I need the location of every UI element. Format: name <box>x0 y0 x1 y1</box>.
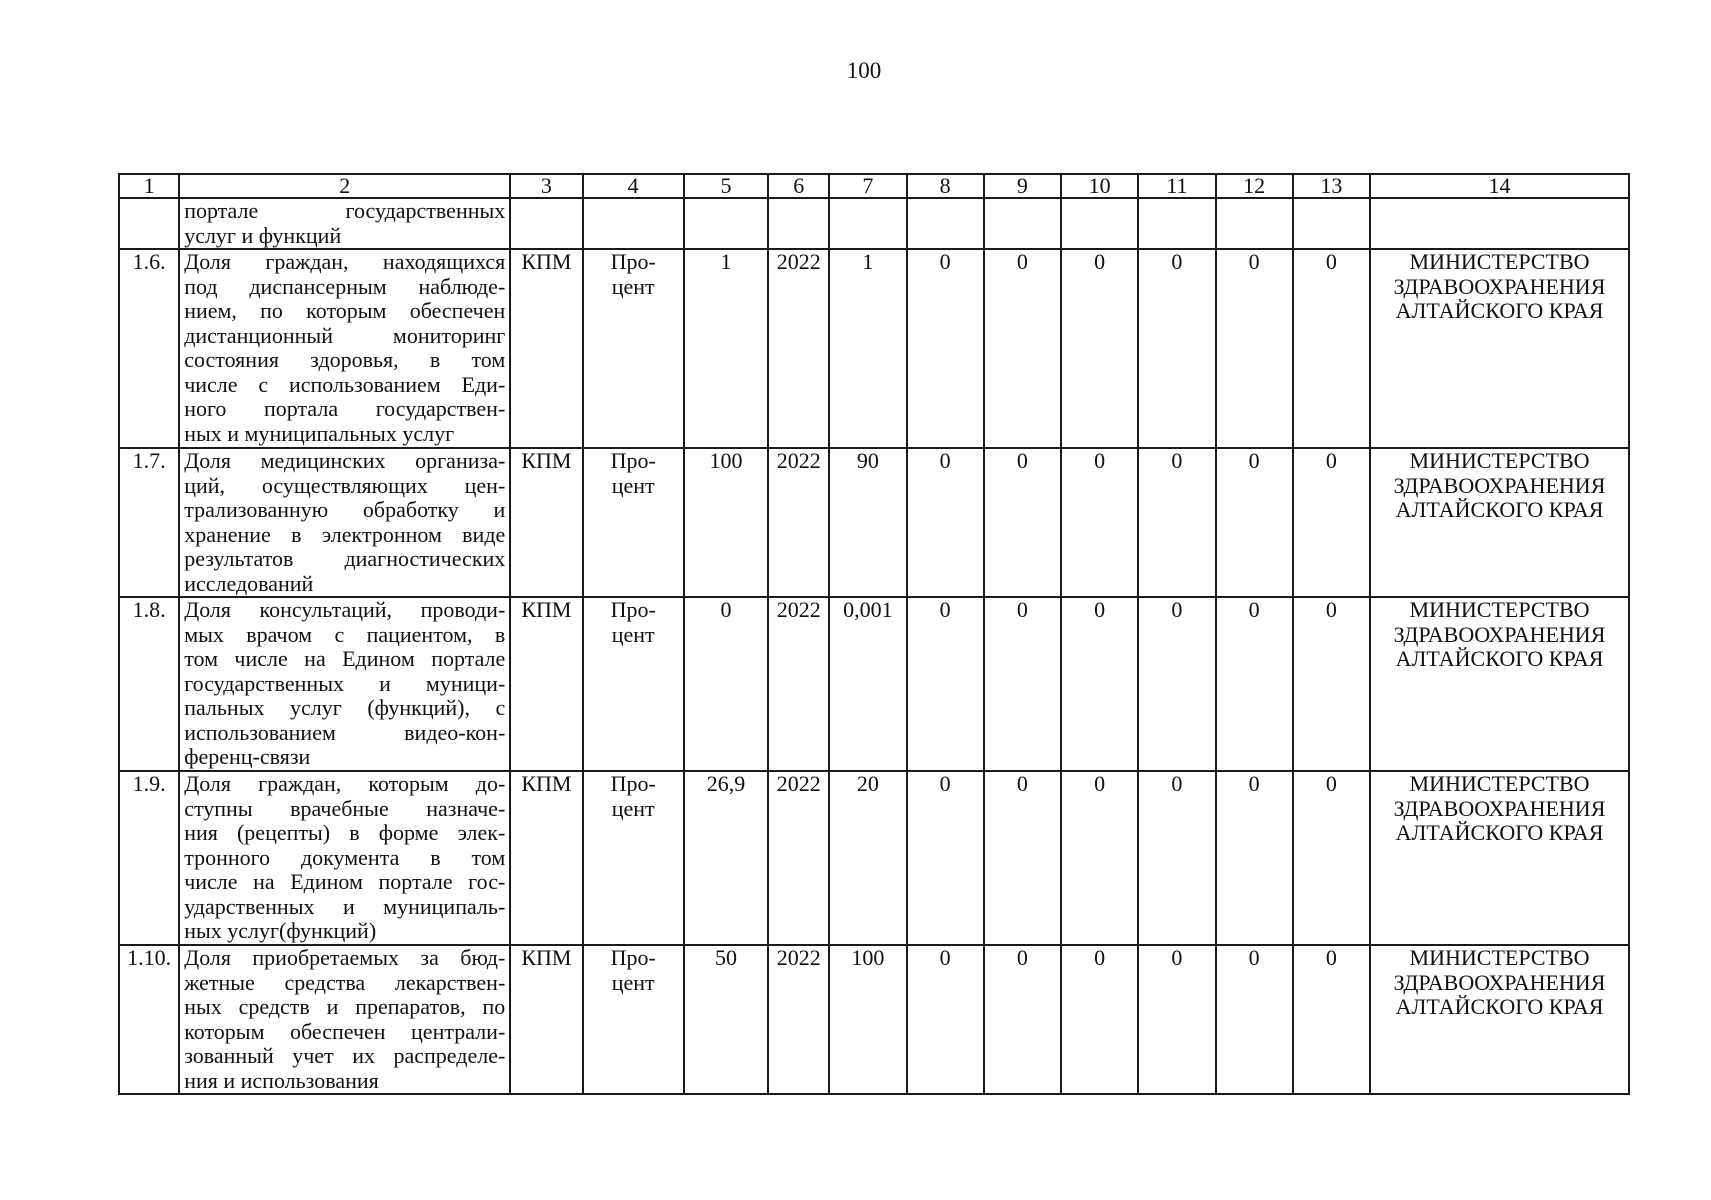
value-c7: 0,001 <box>829 597 906 771</box>
value-c5: 100 <box>684 448 768 597</box>
value-c12: 0 <box>1216 448 1293 597</box>
responsible-body: МИНИСТЕРСТВО ЗДРАВООХРАНЕНИЯ АЛТАЙСКОГО КРАЯ <box>1370 597 1629 771</box>
table-row-continued <box>119 198 1629 249</box>
indicator-type: КПМ <box>510 945 582 1094</box>
row-number: 1.10. <box>119 945 179 1094</box>
value-c10: 0 <box>1061 945 1138 1094</box>
column-header-9: 9 <box>984 174 1061 198</box>
value-c11: 0 <box>1138 771 1215 945</box>
value-c8: 0 <box>907 448 984 597</box>
value-c12: 0 <box>1216 597 1293 771</box>
indicator-name-line: числе с использованием Еди- <box>184 371 506 397</box>
value-c8: 0 <box>907 945 984 1094</box>
value-c13: 0 <box>1293 771 1370 945</box>
indicator-name-line: числе на Едином портале гос- <box>184 869 506 894</box>
table-row <box>119 945 1629 1094</box>
table-row <box>119 249 1629 448</box>
indicator-type: КПМ <box>510 249 582 448</box>
value-c5: 1 <box>684 249 768 448</box>
value-c9: 0 <box>984 448 1061 597</box>
unit-line: цент <box>611 273 655 299</box>
column-header-8: 8 <box>907 174 984 198</box>
row-number: 1.9. <box>119 771 179 945</box>
indicator-name-line: Доля граждан, которым до- <box>184 771 506 796</box>
value-c6: 2022 <box>768 249 829 448</box>
row-number: 1.7. <box>119 448 179 597</box>
unit <box>583 249 684 448</box>
table-row <box>119 771 1629 945</box>
value-c12: 0 <box>1216 771 1293 945</box>
indicator-name-line: ступны врачебные назначе- <box>184 795 506 821</box>
page-number: 100 <box>846 58 882 83</box>
value-c6: 2022 <box>768 448 829 597</box>
indicator-type: КПМ <box>510 771 582 945</box>
indicator-name-line: мых врачом с пациентом, в <box>184 621 506 647</box>
indicator-name-line: жетные средства лекарствен- <box>184 969 506 995</box>
value-c8: 0 <box>907 249 984 448</box>
value-c13: 0 <box>1293 945 1370 1094</box>
unit-line: Про- <box>610 771 656 796</box>
unit-line: Про- <box>610 448 656 473</box>
value-c11: 0 <box>1138 597 1215 771</box>
indicator-name-line: ния (рецепты) в форме элек- <box>184 820 506 845</box>
indicator-name-line: Доля граждан, находящихся <box>184 249 506 274</box>
responsible-body: МИНИСТЕРСТВО ЗДРАВООХРАНЕНИЯ АЛТАЙСКОГО КРАЯ <box>1370 945 1629 1094</box>
indicators-table <box>118 173 1630 1095</box>
indicator-name <box>179 448 510 597</box>
value-c5: 26,9 <box>684 771 768 945</box>
column-header-5: 5 <box>684 174 768 198</box>
value-c7: 100 <box>829 945 906 1094</box>
indicator-name-line: под диспансерным наблюде- <box>184 273 506 299</box>
indicator-name <box>179 249 510 448</box>
value-c10: 0 <box>1061 771 1138 945</box>
indicator-name <box>179 771 510 945</box>
indicator-name-line: нием, по которым обеспечен <box>184 298 506 323</box>
responsible-body: МИНИСТЕРСТВО ЗДРАВООХРАНЕНИЯ АЛТАЙСКОГО КРАЯ <box>1370 771 1629 945</box>
value-c5: 50 <box>684 945 768 1094</box>
unit <box>583 771 684 945</box>
column-header-1: 1 <box>119 174 179 198</box>
indicator-name-line: использованием видео-кон- <box>184 719 506 745</box>
unit-line: цент <box>611 795 655 821</box>
value-c5: 0 <box>684 597 768 771</box>
responsible-body: МИНИСТЕРСТВО ЗДРАВООХРАНЕНИЯ АЛТАЙСКОГО КРАЯ <box>1370 249 1629 448</box>
value-c7: 20 <box>829 771 906 945</box>
indicator-name-line: Доля приобретаемых за бюд- <box>184 945 506 970</box>
indicator-name <box>179 198 510 249</box>
indicator-name-line: результатов диагностических <box>184 546 506 571</box>
row-number <box>119 198 179 249</box>
indicator-name-line: исследований <box>184 570 314 596</box>
indicator-name-line: трализованную обработку и <box>184 497 506 522</box>
unit <box>583 597 684 771</box>
value-c12: 0 <box>1216 249 1293 448</box>
indicator-name-line: состояния здоровья, в том <box>184 347 506 372</box>
column-header-4: 4 <box>583 174 684 198</box>
indicator-name-line: ния и использования <box>184 1067 379 1093</box>
unit <box>583 945 684 1094</box>
indicator-name-line: портале государственных <box>184 198 506 223</box>
column-header-2: 2 <box>179 174 510 198</box>
value-c13: 0 <box>1293 249 1370 448</box>
value-c9: 0 <box>984 945 1061 1094</box>
column-header-13: 13 <box>1293 174 1370 198</box>
value-c11: 0 <box>1138 448 1215 597</box>
value-c7: 90 <box>829 448 906 597</box>
value-c8: 0 <box>907 771 984 945</box>
table-row <box>119 597 1629 771</box>
unit-line: цент <box>611 621 655 647</box>
indicator-name <box>179 945 510 1094</box>
indicator-name-line: которым обеспечен централи- <box>184 1018 506 1044</box>
column-header-10: 10 <box>1061 174 1138 198</box>
value-c10: 0 <box>1061 448 1138 597</box>
value-c10: 0 <box>1061 597 1138 771</box>
unit-line: Про- <box>610 249 656 274</box>
indicator-name-line: ных и муниципальных услуг <box>184 420 455 446</box>
value-c11: 0 <box>1138 945 1215 1094</box>
value-c7: 1 <box>829 249 906 448</box>
indicator-name-line: государственных и муници- <box>184 670 506 696</box>
indicator-name-line: ференц-связи <box>184 744 311 769</box>
table-row <box>119 448 1629 597</box>
indicator-name-line: услуг и функций <box>184 222 342 248</box>
indicator-name-line: ций, осуществляющих цен- <box>184 472 506 498</box>
table-header-row <box>119 174 1629 198</box>
indicator-type: КПМ <box>510 448 582 597</box>
unit-line: Про- <box>610 597 656 622</box>
indicator-name <box>179 597 510 771</box>
indicator-name-line: ных услуг(функций) <box>184 918 377 943</box>
row-number: 1.6. <box>119 249 179 448</box>
indicator-name-line: Доля консультаций, проводи- <box>184 597 506 622</box>
value-c6: 2022 <box>768 945 829 1094</box>
indicator-name-line: зованный учет их распределе- <box>184 1043 506 1068</box>
indicator-name-line: ного портала государствен- <box>184 396 506 421</box>
unit-line: Про- <box>610 945 656 970</box>
value-c9: 0 <box>984 771 1061 945</box>
column-header-12: 12 <box>1216 174 1293 198</box>
column-header-11: 11 <box>1138 174 1215 198</box>
column-header-14: 14 <box>1370 174 1629 198</box>
unit <box>583 448 684 597</box>
indicator-name-line: Доля медицинских организа- <box>184 448 506 473</box>
indicator-type: КПМ <box>510 597 582 771</box>
value-c8: 0 <box>907 597 984 771</box>
value-c13: 0 <box>1293 597 1370 771</box>
value-c6: 2022 <box>768 771 829 945</box>
table-body <box>119 174 1629 1094</box>
indicator-name-line: тронного документа в том <box>184 844 506 870</box>
value-c9: 0 <box>984 249 1061 448</box>
unit-line: цент <box>611 969 655 995</box>
indicator-name-line: пальных услуг (функций), с <box>184 695 506 720</box>
value-c9: 0 <box>984 597 1061 771</box>
value-c6: 2022 <box>768 597 829 771</box>
value-c10: 0 <box>1061 249 1138 448</box>
indicator-name-line: хранение в электронном виде <box>184 521 506 547</box>
indicator-name-line: ударственных и муниципаль- <box>184 893 506 919</box>
column-header-6: 6 <box>768 174 829 198</box>
responsible-body: МИНИСТЕРСТВО ЗДРАВООХРАНЕНИЯ АЛТАЙСКОГО КРАЯ <box>1370 448 1629 597</box>
row-number: 1.8. <box>119 597 179 771</box>
indicator-name-line: дистанционный мониторинг <box>184 322 506 348</box>
value-c11: 0 <box>1138 249 1215 448</box>
column-header-3: 3 <box>510 174 582 198</box>
value-c13: 0 <box>1293 448 1370 597</box>
indicator-name-line: ных средств и препаратов, по <box>184 994 506 1019</box>
unit-line: цент <box>611 472 655 498</box>
column-header-7: 7 <box>829 174 906 198</box>
value-c12: 0 <box>1216 945 1293 1094</box>
indicator-name-line: том числе на Едином портале <box>184 646 506 671</box>
